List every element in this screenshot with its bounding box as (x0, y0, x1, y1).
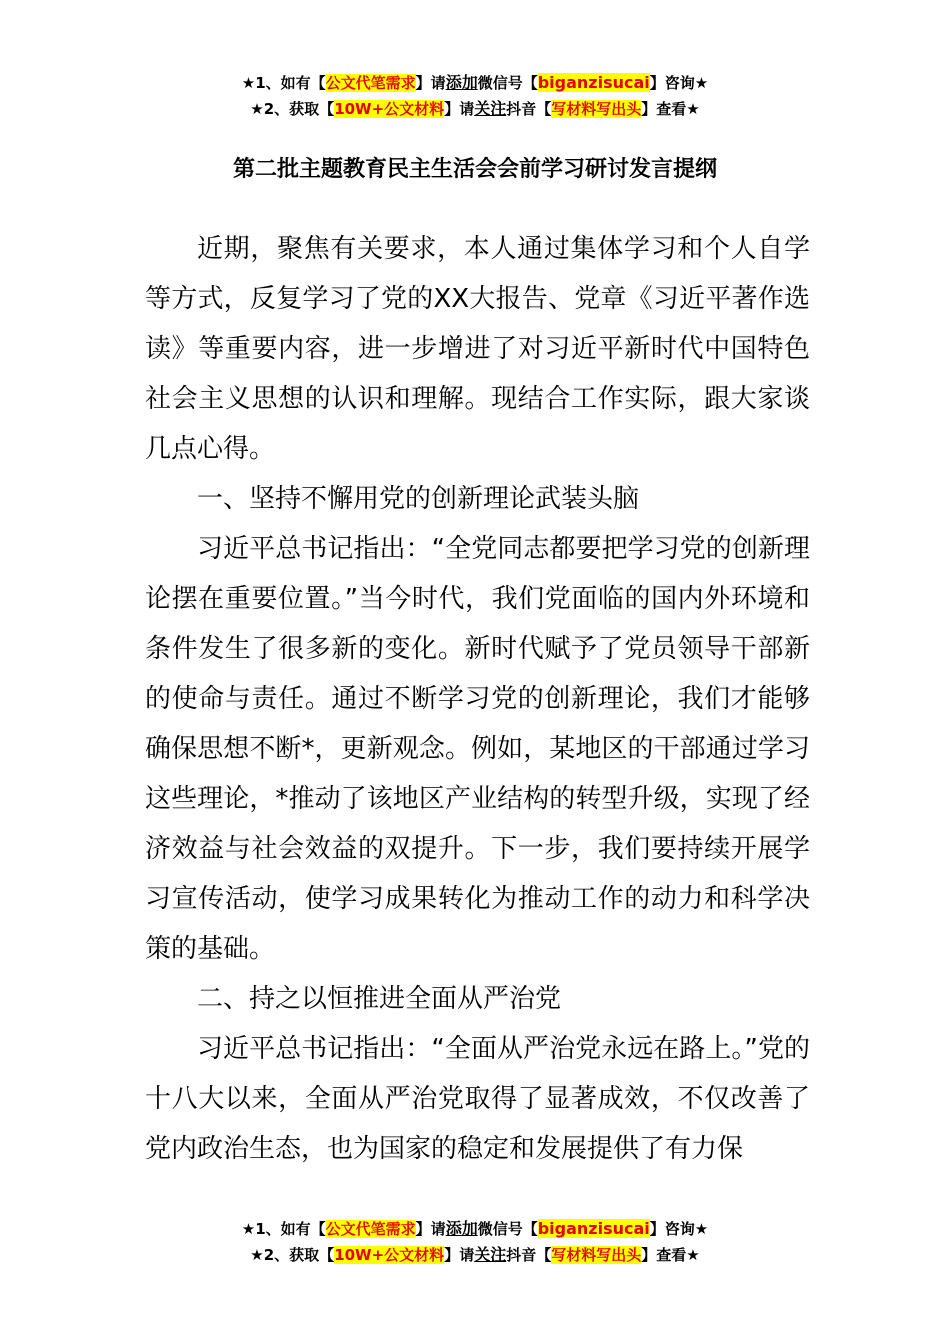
banner-text: 】查看★ (641, 100, 700, 118)
banner-text: 抖音【 (506, 1246, 552, 1264)
banner-text: 】咨询★ (649, 1220, 709, 1238)
banner-text: 】请 (415, 1220, 446, 1238)
paragraph-section-1: 习近平总书记指出：“全党同志都要把学习党的创新理论摆在重要位置。”当今时代，我们党面临的国内外环境和条件发生了很多新的变化。新时代赋予了党员领导干部新的使命与责任。通过不断学习党的创新理论，我们才能够确保思想不断*，更新观念。例如，某地区的干部通过学习这些理论，*推动了该地区产业结构的转型升级，实现了经济效益与社会效益的双提升。下一步，我们要持续开展学习宣传活动，使学习成果转化为推动工作的动力和科学决策的基础。 (145, 534, 810, 964)
footer-banner (0, 1216, 950, 1268)
banner-line-2 (0, 96, 950, 122)
emphasis-add: 添加 (445, 73, 478, 92)
banner-text: 微信号【 (477, 74, 538, 92)
emphasis-follow: 关注 (474, 99, 507, 118)
banner-line-1 (0, 70, 950, 96)
document-title: 第二批主题教育民主生活会会前学习研讨发言提纲 (232, 157, 717, 182)
section-heading-2: 二、持之以恒推进全面从严治党 (197, 984, 562, 1014)
paragraph-section-2: 习近平总书记指出：“全面从严治党永远在路上。”党的十八大以来，全面从严治党取得了显著成效，不仅改善了党内政治生态，也为国家的稳定和发展提供了有力保 (145, 1034, 810, 1164)
highlight-materials: 10W+公文材料 (334, 1246, 445, 1264)
banner-text: 】查看★ (641, 1246, 700, 1264)
highlight-douyin-account: 写材料写出头 (551, 100, 642, 118)
banner-line-2 (0, 1242, 950, 1268)
emphasis-add: 添加 (445, 1219, 478, 1238)
banner-text: ★2、获取【 (250, 100, 335, 118)
banner-text: 】请 (444, 100, 475, 118)
section-heading-1: 一、坚持不懈用党的创新理论武装头脑 (197, 484, 640, 514)
banner-text: ★1、如有【 (241, 74, 326, 92)
highlight-ghostwriting: 公文代笔需求 (325, 1220, 416, 1238)
highlight-materials: 10W+公文材料 (334, 100, 445, 118)
emphasis-follow: 关注 (474, 1245, 507, 1264)
highlight-wechat-id: biganzisucai (537, 73, 650, 92)
banner-line-1 (0, 1216, 950, 1242)
banner-text: ★1、如有【 (241, 1220, 326, 1238)
header-banner (0, 70, 950, 122)
paragraph-intro: 近期，聚焦有关要求，本人通过集体学习和个人自学等方式，反复学习了党的XX大报告、党章《习近平著作选读》等重要内容，进一步增进了对习近平新时代中国特色社会主义思想的认识和理解。现结合工作实际，跟大家谈几点心得。 (145, 234, 810, 464)
banner-text: 】请 (444, 1246, 475, 1264)
highlight-douyin-account: 写材料写出头 (551, 1246, 642, 1264)
banner-text: 微信号【 (477, 1220, 538, 1238)
banner-text: 】请 (415, 74, 446, 92)
document-body (145, 224, 810, 1174)
highlight-ghostwriting: 公文代笔需求 (325, 74, 416, 92)
highlight-wechat-id: biganzisucai (537, 1219, 650, 1238)
banner-text: 抖音【 (506, 100, 552, 118)
banner-text: ★2、获取【 (250, 1246, 335, 1264)
banner-text: 】咨询★ (649, 74, 709, 92)
